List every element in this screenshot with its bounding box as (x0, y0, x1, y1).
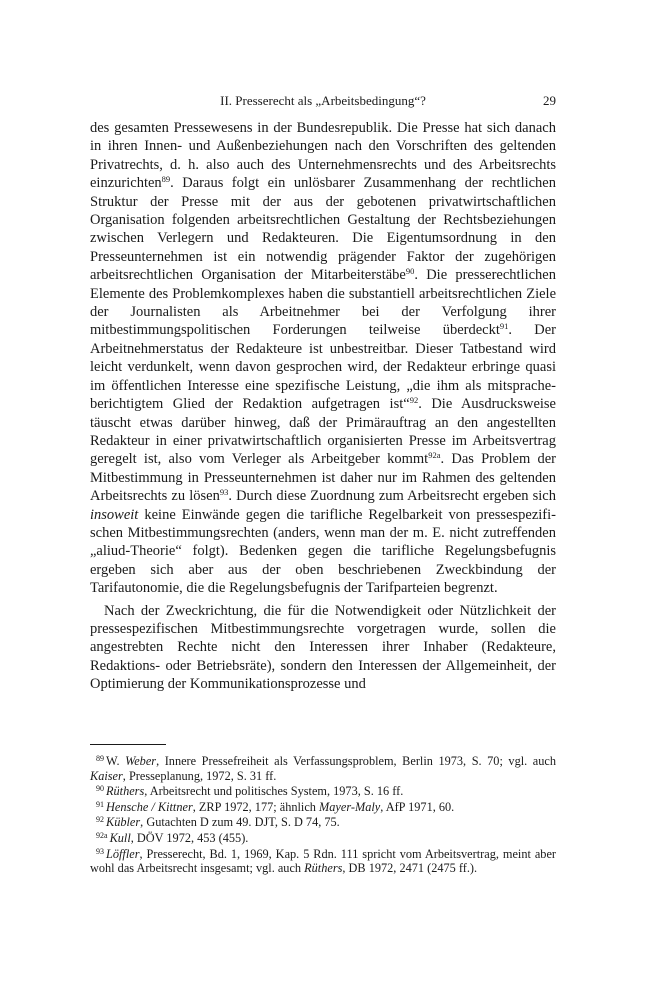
emphasis-text: Hensche / Kittner (106, 799, 193, 814)
footnotes (90, 754, 556, 877)
page-header (90, 93, 556, 113)
text-run: . Die Ausdrucksweise täuscht etwas darüber hinweg, daß der Primärauftrag an den angestellten Redakteur in einer privatwirtschaftlich organisierten Presse im Arbeitsvertrag geregelt ist, also vom Verleger als Arbeitgeber kommt (90, 396, 556, 468)
footnote-ref: 91 (499, 321, 509, 332)
text-run: , DÖV 1972, 453 (455). (130, 830, 249, 845)
text-run: , DB 1972, 2471 (2475 ff.). (342, 861, 478, 876)
footnote (90, 754, 556, 783)
body-paragraph (90, 602, 556, 694)
text-run: , Presserecht, Bd. 1, 1969, Kap. 5 Rdn. 111 spricht vom Arbeitsvertrag, meint aber wohl das Arbeitsrecht insgesamt; vgl. auch (90, 846, 556, 876)
footnote-number: 89 (96, 754, 104, 763)
footnote (90, 784, 556, 799)
footnote (90, 815, 556, 830)
footnote (90, 847, 556, 876)
footnote-number: 91 (96, 799, 104, 809)
footnote-ref: 92 (409, 395, 419, 406)
emphasis-text: Kaiser (90, 768, 123, 783)
page-number: 29 (543, 93, 556, 108)
emphasis-text: Kübler (106, 815, 141, 830)
text-run: Nach der Zweckrichtung, die für die Notwendigkeit oder Nützlichkeit der pressespezifischen Mitbestimmungsrechte vorgetragen wurde, sollen die angestrebten Rechte nicht den Interessen ihrer Inhaber (Redakteure, Redaktions- oder Betriebsräte), sondern den Interessen der Allgemeinheit, der Optimierung der Kommunikationsprozesse und (90, 602, 556, 693)
emphasis-text: Kull (109, 830, 131, 845)
text-run: , Presseplanung, 1972, S. 31 ff. (122, 768, 277, 783)
emphasis-text: insoweit (90, 506, 139, 523)
text-run: . Das Problem der Mitbestimmung in Presseunternehmen ist daher nur im Rahmen des geltenden Arbeitsrechts zu lösen (90, 451, 557, 505)
emphasis-text: Rüthers (304, 861, 343, 876)
footnote (90, 831, 556, 846)
footnote-ref: 89 (161, 174, 171, 185)
footnote-number: 93 (96, 846, 104, 856)
footnote (90, 800, 556, 815)
text-run: , Innere Pressefreiheit als Verfassungsproblem, Berlin 1973, S. 70; vgl. auch (156, 754, 556, 768)
text-run: des gesamten Pressewesens in der Bundesrepublik. Die Presse hat sich danach in ihren Innen- und Außenbeziehungen nach den Vorschriften des geltenden Privatrechts, d. h. also auch des Unternehmensrechts und des Arbeitsrechts einzurichten (90, 120, 556, 192)
body-paragraph (90, 119, 556, 598)
footnote-ref: 90 (405, 266, 415, 277)
text-run: , Arbeitsrecht und politisches System, 1973, S. 16 ff. (144, 784, 404, 799)
text-run: . Durch diese Zuordnung zum Arbeitsrecht ergeben sich (228, 488, 556, 505)
running-title: II. Presserecht als „Arbeitsbedingung“? (220, 93, 426, 108)
text-run: . Daraus folgt ein unlösbarer Zusammenhang der rechtlichen Struktur der Presse mit der aus der gebotenen privatwirtschaftlichen Organisation folgenden arbeitsrechtlichen Gestaltung der Rechtsbeziehungen zwischen Verlegern und Redakteuren. Die Eigentumsordnung in den Presseunternehmen ist ein notwendig prägender Faktor der zugehörigen arbeitsrechtlichen Organisation der Mitarbeiterstäbe (90, 175, 556, 284)
footnote-number: 92a (96, 830, 108, 840)
text-run: keine Einwände gegen die tarifliche Regelbarkeit von pressespezifischen Mitbestimmungsrechten (anders, wenn man der m. E. nicht zutreffenden „aliud-Theorie“ folgt). Bedenken gegen die tarifliche Regelungsbefugnis ergeben sich aber aus der oben beschriebenen Zweckbindung der Tarifautonomie, die die Regelungsbefugnis der Tarifparteien begrenzt. (90, 506, 556, 597)
text-run: . Der Arbeitnehmerstatus der Redakteure ist unbestreitbar. Dieser Tatbestand wird leicht verdunkelt, wenn davon gesprochen wird, der Redakteur erbringe quasi im öffentlichen Interesse eine spezifische Leistung, „die ihm als mitspracheberichtigtem Glied der Redaktion aufgetragen ist“ (90, 322, 556, 413)
body-text (90, 119, 556, 694)
emphasis-text: Rüthers (106, 784, 145, 799)
emphasis-text: Weber (125, 754, 157, 768)
footnote-number: 92 (96, 815, 104, 825)
text-run: , ZRP 1972, 177; ähnlich (192, 799, 320, 814)
footnote-separator (90, 744, 166, 745)
footnote-ref: 93 (219, 487, 229, 498)
footnote-ref: 92a (428, 450, 441, 461)
text-run: W. (106, 754, 126, 768)
emphasis-text: Mayer-Maly (319, 799, 381, 814)
footnote-number: 90 (96, 784, 104, 794)
text-run: , AfP 1971, 60. (380, 799, 455, 814)
emphasis-text: Löffler (106, 846, 140, 861)
text-run: , Gutachten D zum 49. DJT, S. D 74, 75. (140, 815, 340, 830)
text-run: . Die presserechtlichen Elemente des Problemkomplexes haben die substantiell arbeitsrechtlichen Ziele der Journalisten als Arbeitnehmer bei der Verfolgung ihrer mitbestimmungspolitischen Forderungen teilweise überdeckt (90, 267, 556, 339)
